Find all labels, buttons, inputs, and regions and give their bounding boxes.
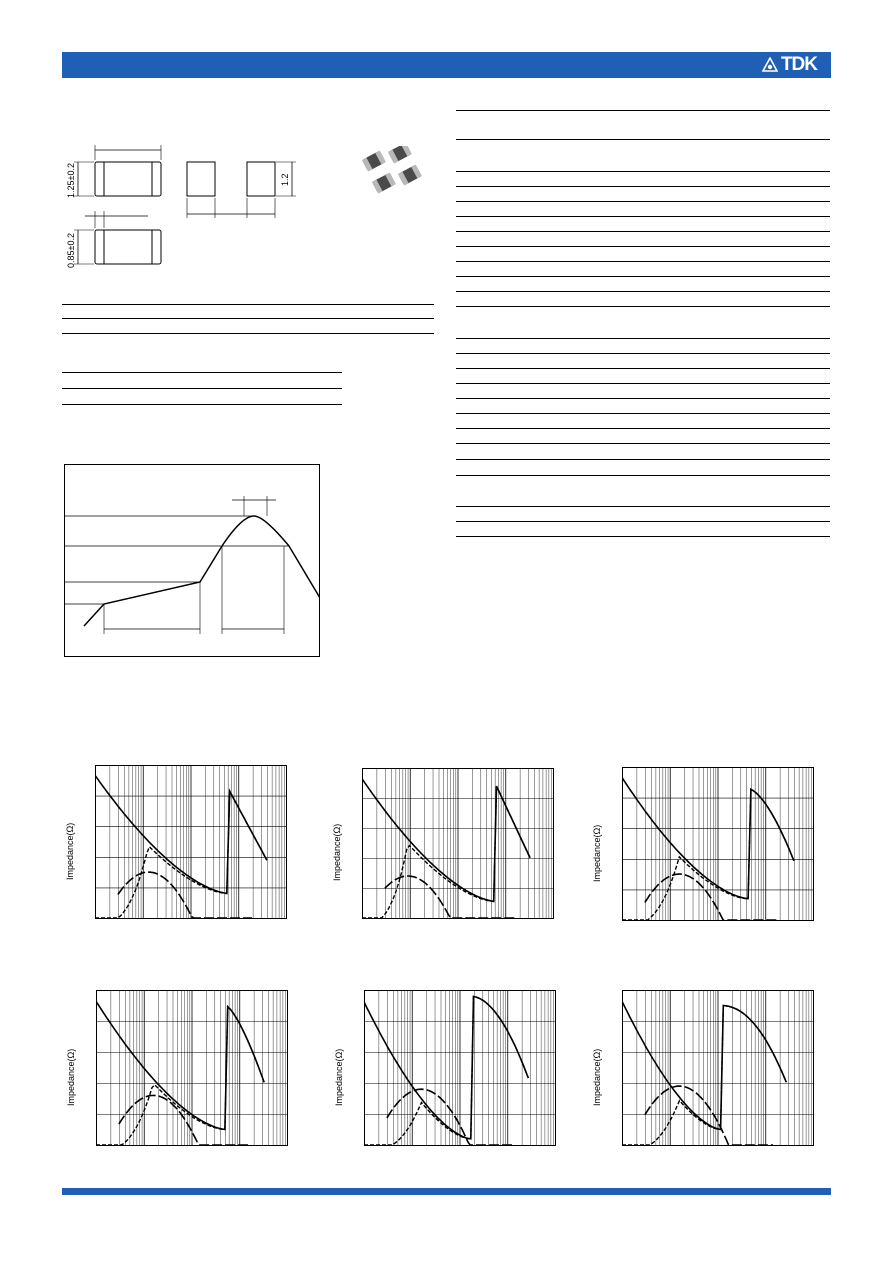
impedance-graph-5: [364, 990, 557, 1147]
impedance-axis-label: Impedance(Ω): [65, 822, 75, 880]
left-table-rule: [62, 318, 434, 319]
left-table-rule: [62, 404, 342, 405]
impedance-axis-label: Impedance(Ω): [592, 1048, 602, 1106]
reflow-profile-diagram: [64, 464, 320, 657]
thickness-dimension-label: 0.85±0.2: [66, 233, 76, 268]
impedance-graph-3: [622, 767, 815, 922]
header-bar: [62, 52, 831, 78]
logo-text: TDK: [780, 54, 817, 75]
impedance-axis-label: Impedance(Ω): [334, 1048, 344, 1106]
product-photo: [358, 146, 428, 204]
left-table-rule: [62, 304, 434, 305]
impedance-axis-label: Impedance(Ω): [332, 823, 342, 881]
left-table-rule: [62, 372, 342, 373]
impedance-graph-1: [95, 765, 288, 920]
left-table-rule: [62, 388, 342, 389]
pad-dimension-label: 1.2: [280, 173, 290, 186]
tdk-logo: [762, 55, 817, 75]
impedance-axis-label: Impedance(Ω): [592, 824, 602, 882]
width-dimension-label: 1.25±0.2: [66, 163, 76, 198]
footer-bar: [62, 1188, 831, 1195]
impedance-graph-4: [96, 990, 289, 1147]
dimension-drawing: [60, 138, 320, 278]
impedance-graph-6: [622, 990, 815, 1147]
left-table-rule: [62, 333, 434, 334]
impedance-graph-2: [362, 768, 555, 920]
tdk-logo-mark-icon: [762, 57, 778, 73]
impedance-axis-label: Impedance(Ω): [66, 1048, 76, 1106]
